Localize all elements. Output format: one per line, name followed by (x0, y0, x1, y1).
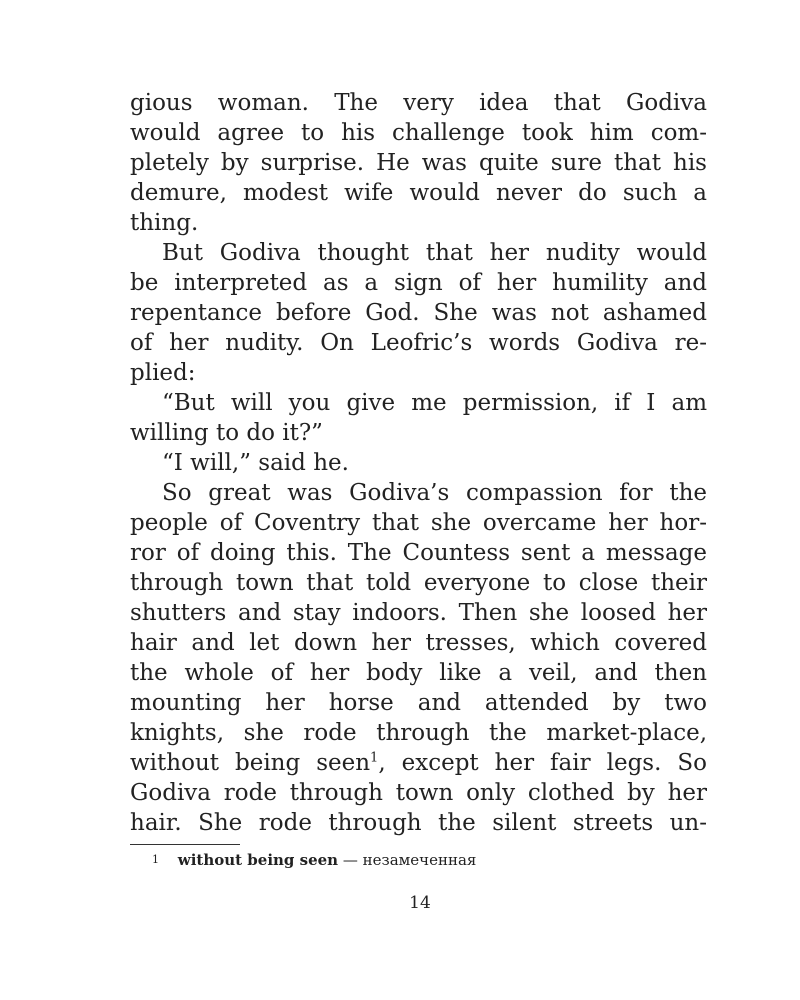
text-line: ror of doing this. The Countess sent a message (130, 540, 707, 566)
text-line: of her nudity. On Leofric’s words Godiva re- (130, 330, 707, 356)
text-line: repentance before God. She was not ashamed (130, 300, 707, 326)
footnote-divider (130, 844, 240, 845)
text-line: be interpreted as a sign of her humility and (130, 270, 707, 296)
text-line: gious woman. The very idea that Godiva (130, 90, 707, 116)
footnote-dash: — (342, 851, 358, 869)
text-segment: , except her fair legs. So (378, 750, 707, 776)
text-line: would agree to his challenge took him com- (130, 120, 707, 146)
text-line: people of Coventry that she overcame her hor- (130, 510, 707, 536)
text-line: plied: (130, 360, 196, 386)
text-line: mounting her horse and attended by two (130, 690, 707, 716)
text-line: demure, modest wife would never do such a (130, 180, 707, 206)
text-line (130, 748, 707, 778)
text-line: thing. (130, 210, 199, 236)
text-line: But Godiva thought that her nudity would (162, 240, 707, 266)
footnote (152, 849, 476, 871)
text-line: willing to do it?” (130, 420, 323, 446)
page-number: 14 (409, 893, 431, 913)
footnote-translation: незамеченная (362, 851, 477, 869)
text-line: hair. She rode through the silent streets un- (130, 810, 707, 836)
body-text (130, 88, 707, 838)
text-line: So great was Godiva’s compassion for the (162, 480, 707, 506)
text-line: shutters and stay indoors. Then she loosed her (130, 600, 707, 626)
footnote-term: without being seen (177, 851, 339, 869)
text-line: Godiva rode through town only clothed by her (130, 780, 707, 806)
text-line: hair and let down her tresses, which covered (130, 630, 707, 656)
text-segment: without being seen (130, 750, 371, 776)
text-line: “I will,” said he. (162, 450, 349, 476)
text-line: pletely by surprise. He was quite sure that his (130, 150, 707, 176)
text-line: the whole of her body like a veil, and then (130, 660, 707, 686)
text-line: “But will you give me permission, if I am (162, 390, 707, 416)
footnote-number: 1 (152, 853, 159, 866)
footnote-reference[interactable]: 1 (370, 750, 379, 766)
text-line: knights, she rode through the market-place, (130, 720, 707, 746)
text-line: through town that told everyone to close their (130, 570, 707, 596)
